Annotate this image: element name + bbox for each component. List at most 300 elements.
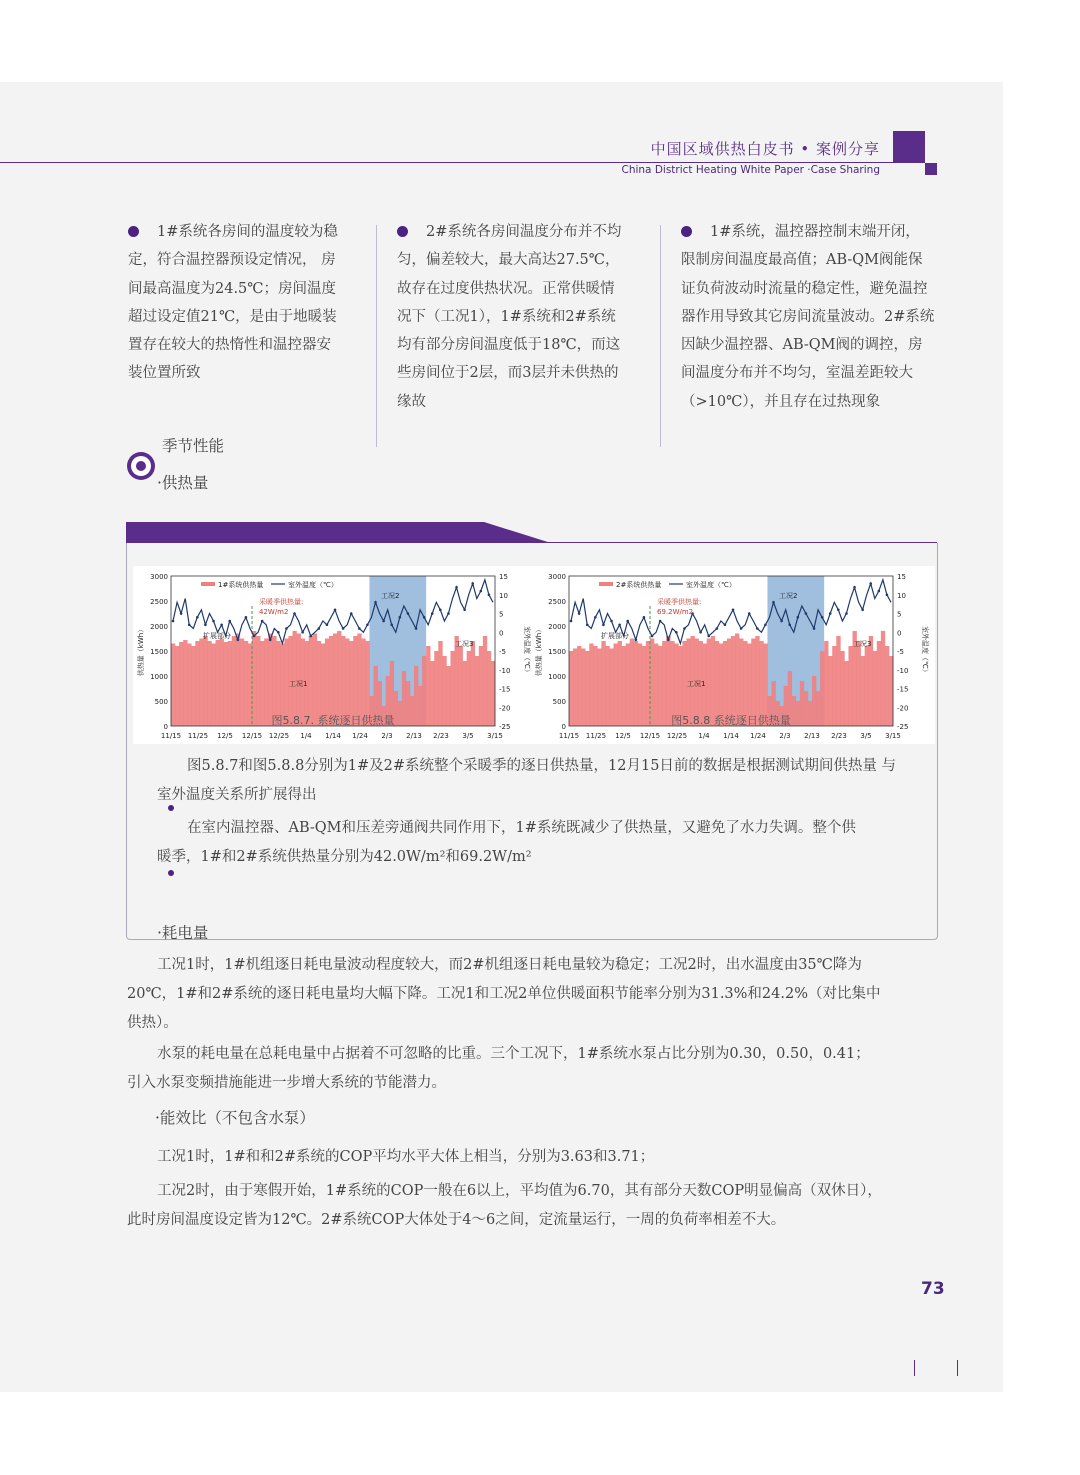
paragraph-line: 引入水泵变频措施能进一步增大系统的节能潜力。: [127, 1075, 446, 1091]
heat-bar: [410, 696, 414, 726]
paragraph-line: 工况1时，1#机组逐日耗电量波动程度较大，而2#机组逐日耗电量较为稳定；工况2时，出水温度由35℃降为: [157, 957, 862, 973]
temperature-point: [732, 608, 735, 611]
x-tick-label: 11/15: [558, 732, 580, 740]
box-paragraph-2: [157, 814, 927, 872]
heat-bar: [232, 636, 236, 726]
heat-bar: [402, 671, 406, 726]
x-tick-label: 2/3: [779, 732, 791, 740]
annotation: 扩展部分: [203, 632, 231, 640]
temperature-point: [643, 616, 646, 619]
heat-bar: [877, 641, 881, 726]
y-axis-label: 供热量（kWh）: [535, 625, 543, 677]
x-tick-label: 12/15: [639, 732, 661, 740]
x-tick-label: 1/14: [723, 732, 739, 740]
x-tick-label: 1/4: [300, 732, 312, 740]
heat-bar: [171, 644, 175, 727]
heat-bar: [658, 646, 662, 726]
y-tick-label: 2500: [150, 598, 168, 606]
heat-bar: [191, 646, 195, 726]
cop-paragraph-2: [127, 1177, 947, 1235]
heat-bar: [203, 636, 207, 726]
chart-system-2: [531, 566, 935, 744]
heat-bar: [614, 644, 618, 727]
heat-bar: [577, 646, 581, 726]
x-tick-label: 12/25: [666, 732, 688, 740]
temperature-point: [797, 616, 800, 619]
heat-bar: [175, 646, 179, 726]
temperature-point: [853, 586, 856, 589]
heat-bar: [471, 641, 475, 726]
annotation: 工况2: [381, 592, 400, 600]
temperature-point: [228, 620, 231, 623]
heat-bar: [630, 639, 634, 727]
x-tick-label: 2/23: [831, 732, 847, 740]
figure-banner: [126, 522, 551, 543]
column-line: 置存在较大的热惰性和温控器安: [128, 337, 331, 354]
x-tick-label: 2/13: [406, 732, 422, 740]
column-3: [681, 218, 943, 416]
temperature-point: [245, 616, 248, 619]
heat-bar: [857, 641, 861, 726]
y-tick-label: 0: [561, 723, 566, 731]
bullet-icon: [681, 226, 692, 237]
heat-bar: [662, 641, 666, 726]
heat-bar: [808, 701, 812, 726]
temperature-point: [204, 623, 207, 626]
heat-bar: [812, 676, 816, 726]
heat-bar: [345, 639, 349, 727]
temperature-point: [813, 627, 816, 630]
heat-bar: [735, 634, 739, 727]
x-tick-label: 1/24: [352, 732, 368, 740]
heat-bar: [216, 640, 220, 726]
y-tick-label: 500: [154, 698, 168, 706]
column-line: 证负荷波动时流量的稳定性，避免温控: [681, 280, 928, 297]
column-line: 间最高温度为24.5℃；房间温度: [128, 280, 337, 297]
chart-svg: [531, 566, 935, 744]
y2-tick-label: -10: [897, 666, 909, 675]
heat-bar: [593, 646, 597, 726]
column-line: 2#系统各房间温度分布并不均: [426, 224, 622, 240]
heat-bar: [626, 644, 630, 727]
x-tick-label: 3/5: [462, 732, 474, 740]
temperature-point: [764, 623, 767, 626]
temperature-point: [415, 627, 418, 630]
x-tick-label: 12/25: [268, 732, 290, 740]
heat-bar: [820, 651, 824, 726]
y2-tick-label: 15: [897, 573, 906, 581]
temperature-point: [683, 627, 686, 630]
temperature-point: [277, 631, 280, 634]
electricity-paragraph-2: [127, 1040, 947, 1098]
temperature-point: [748, 612, 751, 615]
paragraph-line: 工况2时，由于寒假开始，1#系统的COP一般在6以上，平均值为6.70，其有部分天数COP明显偏高（双休日），: [157, 1183, 882, 1199]
column-2: [397, 218, 647, 416]
temperature-point: [188, 623, 191, 626]
paragraph-line: 图5.8.7和图5.8.8分别为1#及2#系统整个采暖季的逐日供热量，12月15日前的数据是根据测试期间供热量 与: [187, 758, 897, 774]
heat-bar: [467, 651, 471, 726]
heat-bar: [430, 661, 434, 726]
heat-bar: [873, 651, 877, 726]
y2-tick-label: -15: [897, 685, 909, 694]
temperature-point: [675, 631, 678, 634]
heat-bar: [475, 656, 479, 726]
heat-bar: [585, 651, 589, 726]
y2-tick-label: -20: [897, 704, 909, 713]
legend-swatch-bar: [201, 582, 215, 586]
heat-bar: [654, 644, 658, 727]
heat-bar: [183, 640, 187, 726]
column-line: 缘故: [397, 393, 426, 410]
y2-tick-label: 5: [499, 610, 504, 619]
heat-bar: [228, 641, 232, 726]
y2-tick-label: -20: [499, 704, 511, 713]
chart-svg: [133, 566, 537, 744]
electricity-paragraph-1: [127, 951, 947, 1038]
temperature-point: [570, 620, 573, 623]
heat-bar: [199, 639, 203, 727]
annotation: 69.2W/m2: [657, 608, 694, 616]
heat-bar: [187, 644, 191, 727]
chart-caption: 图5.8.7. 系统逐日供热量: [271, 714, 395, 727]
heat-bar: [861, 656, 865, 726]
cop-heading: ·能效比（不包含水泵）: [155, 1109, 315, 1127]
heat-bar: [711, 636, 715, 726]
heat-bar: [240, 639, 244, 727]
temperature-point: [659, 620, 662, 623]
annotation: 工况2: [779, 592, 798, 600]
y2-tick-label: -5: [499, 648, 506, 656]
temperature-point: [635, 638, 638, 641]
temperature-point: [407, 612, 410, 615]
annotation: 工况1: [289, 680, 308, 688]
y2-tick-label: -15: [499, 685, 511, 694]
heat-bar: [272, 636, 276, 726]
column-line: 定，符合温控器预设定情况， 房: [128, 252, 336, 269]
x-tick-label: 12/5: [615, 732, 631, 740]
heat-bar: [727, 639, 731, 727]
x-tick-label: 3/5: [860, 732, 872, 740]
bullet-dot-icon: [168, 805, 174, 811]
column-line: 间温度分布并不均匀，室温差距较大: [681, 365, 913, 382]
x-tick-label: 3/15: [885, 732, 901, 740]
x-tick-label: 12/15: [241, 732, 263, 740]
heat-bar: [207, 641, 211, 726]
temperature-point: [180, 612, 183, 615]
temperature-point: [578, 612, 581, 615]
heat-bar: [268, 634, 272, 727]
temperature-point: [756, 627, 759, 630]
legend-label: 室外温度（℃）: [288, 581, 338, 589]
heat-bar: [442, 656, 446, 726]
column-line: 故存在过度供热状况。正常供暖情: [397, 280, 615, 297]
paragraph-line: 此时房间温度设定皆为12℃。2#系统COP大体处于4～6之间，定流量运行，一周的负荷率相差不大。: [127, 1212, 786, 1228]
temperature-point: [618, 623, 621, 626]
heat-bar: [622, 646, 626, 726]
legend-label: 1#系统供热量: [218, 581, 264, 589]
column-1: [128, 218, 360, 388]
heat-bar: [666, 636, 670, 726]
y-tick-label: 3000: [150, 573, 168, 581]
heat-bar: [832, 646, 836, 726]
x-tick-label: 11/15: [160, 732, 182, 740]
temperature-point: [261, 620, 264, 623]
column-line: （>10℃），并且存在过热现象: [681, 393, 881, 410]
temperature-point: [780, 620, 783, 623]
y2-tick-label: -25: [499, 723, 511, 731]
chart-system-1: [133, 566, 537, 744]
heat-bar: [325, 639, 329, 727]
column-line: 因缺少温控器、AB-QM阀的调控，房: [681, 337, 923, 354]
x-tick-label: 12/5: [217, 732, 233, 740]
temperature-point: [269, 638, 272, 641]
heat-bar: [422, 656, 426, 726]
bullet-icon: [128, 226, 139, 237]
temperature-point: [350, 612, 353, 615]
temperature-point: [772, 601, 775, 604]
heat-bar: [361, 639, 365, 727]
column-line: 些房间位于2层，而3层并未供热的: [397, 365, 619, 382]
temperature-point: [399, 616, 402, 619]
heat-bar: [357, 634, 361, 727]
heat-bar: [844, 661, 848, 726]
temperature-point: [220, 623, 223, 626]
heat-bar: [313, 634, 317, 727]
temperature-point: [285, 627, 288, 630]
heat-bar: [450, 651, 454, 726]
temperature-point: [366, 623, 369, 626]
heat-bar: [610, 649, 614, 727]
temperature-point: [293, 612, 296, 615]
heat-bar: [707, 639, 711, 727]
heat-bar: [618, 641, 622, 726]
heat-bar: [244, 641, 248, 726]
y-tick-label: 1000: [548, 673, 566, 681]
heat-bar: [804, 691, 808, 726]
heat-bar: [634, 641, 638, 726]
temperature-point: [301, 631, 304, 634]
target-ring-icon: [127, 452, 155, 480]
y2-tick-label: 10: [897, 591, 906, 600]
temperature-point: [667, 638, 670, 641]
x-tick-label: 2/3: [381, 732, 393, 740]
heat-bar: [650, 639, 654, 727]
section-subtitle: ·供热量: [157, 474, 209, 492]
temperature-point: [358, 627, 361, 630]
temperature-point: [886, 593, 889, 596]
heat-bar: [418, 686, 422, 726]
heat-bar: [293, 631, 297, 726]
temperature-point: [724, 623, 727, 626]
header-rule: [0, 162, 893, 163]
temperature-point: [707, 635, 710, 638]
heat-bar: [573, 649, 577, 727]
column-line: 器作用导致其它房间流量波动。2#系统: [681, 308, 935, 325]
annotation: 42W/m2: [259, 608, 289, 616]
heat-bar: [589, 644, 593, 727]
heat-bar: [869, 636, 873, 726]
heat-bar: [487, 651, 491, 726]
heat-bar: [483, 636, 487, 726]
heat-bar: [836, 636, 840, 726]
temperature-point: [334, 608, 337, 611]
temperature-point: [390, 623, 393, 626]
legend-label: 室外温度（℃）: [686, 581, 736, 589]
y-tick-label: 0: [163, 723, 168, 731]
temperature-point: [610, 620, 613, 623]
section-title: 季节性能: [162, 437, 225, 455]
temperature-point: [821, 616, 824, 619]
electricity-heading: ·耗电量: [157, 924, 209, 942]
heat-bar: [329, 636, 333, 726]
footer-tick: [957, 1360, 958, 1376]
temperature-point: [586, 623, 589, 626]
header-subtitle: China District Heating White Paper ·Case Sharing: [621, 164, 880, 176]
temperature-point: [318, 627, 321, 630]
heat-bar: [642, 646, 646, 726]
temperature-point: [447, 612, 450, 615]
header-title: 中国区域供热白皮书 • 案例分享: [650, 140, 880, 158]
header-accent-block: [893, 131, 925, 163]
heat-bar: [601, 641, 605, 726]
temperature-point: [829, 612, 832, 615]
y-tick-label: 3000: [548, 573, 566, 581]
heat-bar: [824, 641, 828, 726]
temperature-point: [716, 627, 719, 630]
paragraph-line: 在室内温控器、AB-QM和压差旁通阀共同作用下，1#系统既减少了供热量，又避免了水力失调。整个供: [187, 820, 856, 836]
temperature-point: [431, 612, 434, 615]
heat-bar: [337, 631, 341, 726]
heat-bar: [179, 642, 183, 726]
x-tick-label: 1/24: [750, 732, 766, 740]
heat-bar: [479, 646, 483, 726]
x-tick-label: 11/25: [187, 732, 209, 740]
legend-swatch-bar: [599, 582, 613, 586]
heat-bar: [195, 641, 199, 726]
temperature-point: [253, 635, 256, 638]
paragraph-line: 20℃，1#和2#系统的逐日耗电量均大幅下降。工况1和工况2单位供暖面积节能率分别为31.3%和24.2%（对比集中: [127, 986, 881, 1002]
heat-bar: [438, 641, 442, 726]
y-tick-label: 1500: [548, 648, 566, 656]
temperature-point: [869, 582, 872, 585]
y2-tick-label: 15: [499, 573, 508, 581]
y2-tick-label: 0: [897, 629, 902, 638]
column-line: 限制房间温度最高值；AB-QM阀能保: [681, 252, 923, 269]
heat-bar: [638, 644, 642, 727]
heat-bar: [885, 646, 889, 726]
legend-label: 2#系统供热量: [616, 581, 662, 589]
chart-caption: 图5.8.8 系统逐日供热量: [671, 714, 791, 727]
column-line: 超过设定值21℃，是由于地暖装: [128, 308, 337, 325]
heat-bar: [848, 646, 852, 726]
heat-bar: [463, 661, 467, 726]
temperature-point: [463, 608, 466, 611]
y2-tick-label: 0: [499, 629, 504, 638]
heat-bar: [434, 651, 438, 726]
annotation: 扩展部分: [601, 632, 629, 640]
heat-bar: [236, 634, 240, 727]
annotation: 工况1: [687, 680, 706, 688]
temperature-point: [237, 638, 240, 641]
heat-bar: [260, 641, 264, 726]
annotation: 采暖季供热量:: [657, 598, 702, 606]
heat-bar: [455, 636, 459, 726]
heat-bar: [212, 644, 216, 727]
annotation: 采暖季供热量:: [259, 598, 304, 606]
heat-bar: [739, 639, 743, 727]
temperature-point: [382, 620, 385, 623]
temperature-point: [602, 623, 605, 626]
heat-bar: [828, 656, 832, 726]
footer-tick: [914, 1360, 915, 1376]
temperature-point: [480, 590, 483, 593]
heat-bar: [731, 636, 735, 726]
heat-bar: [406, 681, 410, 726]
paragraph-line: 工况1时，1#和和2#系统的COP平均水平大体上相当，分别为3.63和3.71；: [157, 1149, 655, 1165]
heat-bar: [796, 701, 800, 726]
page-number: 73: [921, 1279, 945, 1299]
y-tick-label: 2000: [150, 623, 168, 631]
heat-bar: [881, 631, 885, 726]
y-tick-label: 500: [552, 698, 566, 706]
y2-tick-label: -25: [897, 723, 909, 731]
x-tick-label: 1/4: [698, 732, 710, 740]
temperature-point: [172, 620, 175, 623]
y2-tick-label: 5: [897, 610, 902, 619]
temperature-point: [594, 616, 597, 619]
bullet-icon: [397, 226, 408, 237]
column-divider: [660, 225, 661, 447]
temperature-point: [837, 608, 840, 611]
column-line: 况下（工况1），1#系统和2#系统: [397, 308, 616, 325]
heat-bar: [353, 636, 357, 726]
column-line: 均有部分房间温度低于18℃，而这: [397, 337, 621, 354]
temperature-point: [740, 627, 743, 630]
heat-bar: [341, 636, 345, 726]
column-line: 1#系统各房间的温度较为稳: [157, 224, 338, 240]
temperature-point: [423, 616, 426, 619]
y-axis-label: 供热量（kWh）: [137, 625, 145, 677]
bullet-dot-icon: [168, 870, 174, 876]
temperature-point: [212, 620, 215, 623]
temperature-point: [788, 623, 791, 626]
temperature-point: [374, 601, 377, 604]
y-tick-label: 1000: [150, 673, 168, 681]
temperature-point: [309, 635, 312, 638]
heat-bar: [224, 642, 228, 726]
temperature-point: [699, 631, 702, 634]
x-tick-label: 2/13: [804, 732, 820, 740]
y2-tick-label: 10: [499, 591, 508, 600]
paragraph-line: 供热）。: [127, 1015, 178, 1031]
heat-bar: [309, 636, 313, 726]
cop-paragraph-1: [127, 1143, 947, 1172]
heat-bar: [414, 666, 418, 726]
y2-axis-label: 室外温度（℃）: [921, 626, 929, 676]
temperature-point: [326, 623, 329, 626]
column-line: 匀，偏差较大，最大高达27.5℃，: [397, 252, 620, 269]
y-tick-label: 2000: [548, 623, 566, 631]
annotation: 工况3: [455, 640, 474, 648]
x-tick-label: 2/23: [433, 732, 449, 740]
temperature-point: [439, 608, 442, 611]
temperature-point: [471, 582, 474, 585]
x-tick-label: 1/14: [325, 732, 341, 740]
temperature-point: [651, 635, 654, 638]
y-tick-label: 1500: [150, 648, 168, 656]
heat-bar: [569, 651, 573, 726]
heat-bar: [597, 649, 601, 727]
